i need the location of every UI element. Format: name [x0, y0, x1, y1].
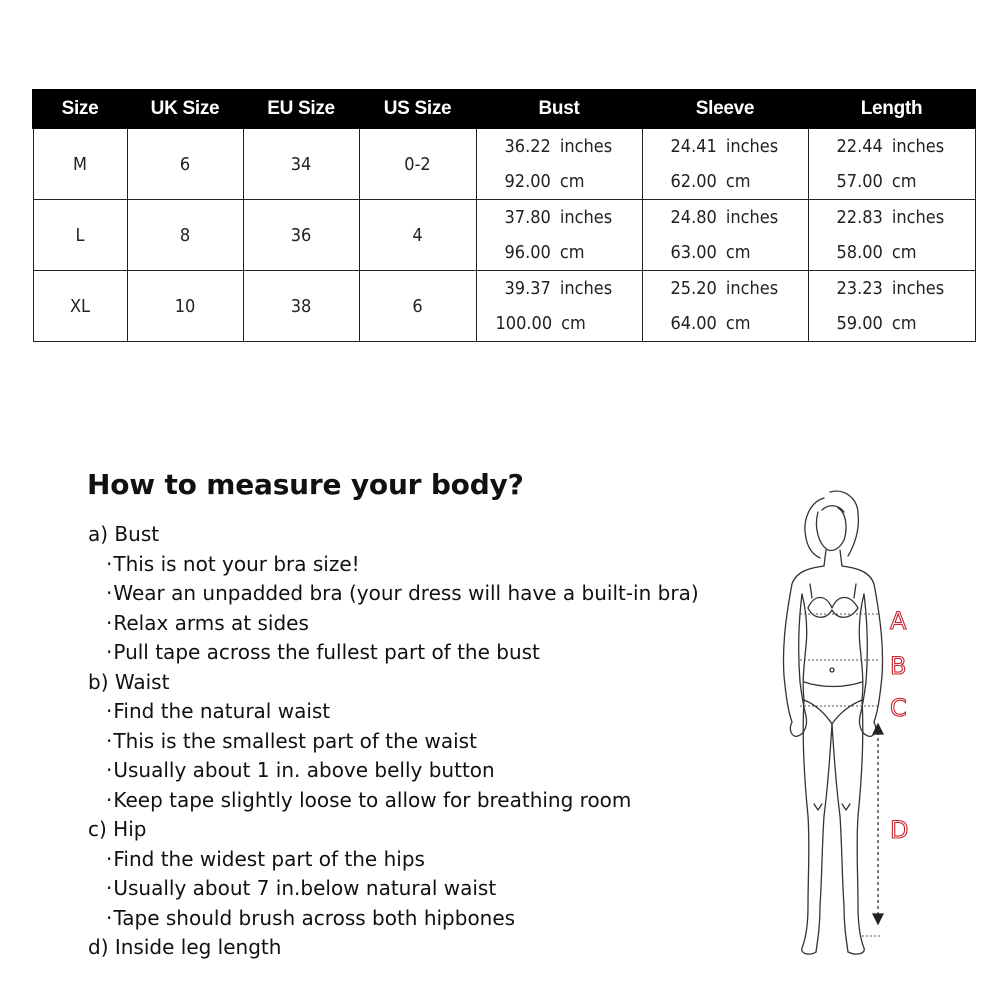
cm-unit: cm	[725, 313, 751, 334]
header-uk-size: UK Size	[127, 90, 243, 128]
inches-unit: inches	[891, 136, 945, 157]
tip-item: · Usually about 1 in. above belly button	[88, 756, 699, 786]
tip-item: · This is the smallest part of the waist	[88, 727, 699, 757]
header-size: Size	[33, 90, 127, 128]
sleeve-cell	[642, 200, 808, 271]
sleeve-cell	[642, 271, 808, 342]
sleeve-inches-value: 25.20	[670, 278, 717, 299]
section-heading-inside-leg: d) Inside leg length	[88, 935, 282, 959]
cm-unit: cm	[559, 171, 585, 192]
inches-unit: inches	[725, 278, 779, 299]
length-cell	[808, 200, 975, 271]
cm-unit: cm	[725, 171, 751, 192]
label-d: D	[890, 816, 909, 844]
cm-unit: cm	[891, 242, 917, 263]
bust-inches-value: 39.37	[504, 278, 551, 299]
eu-size-cell: 38	[243, 271, 359, 342]
header-bust: Bust	[476, 90, 642, 128]
bust-inches-value: 36.22	[504, 136, 551, 157]
tip-item: · Relax arms at sides	[88, 609, 699, 639]
label-b: B	[890, 652, 907, 680]
body-measurement-figure	[762, 486, 932, 966]
sleeve-cm-value: 64.00	[670, 313, 717, 334]
table-row	[33, 200, 975, 271]
table-row	[33, 128, 975, 200]
length-cell	[808, 271, 975, 342]
length-cm-value: 57.00	[836, 171, 883, 192]
size-cell: XL	[33, 271, 127, 342]
cm-unit: cm	[725, 242, 751, 263]
header-length: Length	[808, 90, 975, 128]
us-size-cell: 6	[359, 271, 476, 342]
header-us-size: US Size	[359, 90, 476, 128]
inches-unit: inches	[559, 136, 613, 157]
inches-unit: inches	[725, 136, 779, 157]
sleeve-inches-value: 24.41	[670, 136, 717, 157]
eu-size-cell: 34	[243, 128, 359, 200]
uk-size-cell: 6	[127, 128, 243, 200]
uk-size-cell: 10	[127, 271, 243, 342]
inches-unit: inches	[891, 207, 945, 228]
section-heading-waist: b) Waist	[88, 669, 170, 694]
inches-unit: inches	[559, 207, 613, 228]
size-chart-header	[33, 90, 975, 128]
bust-cell	[476, 271, 642, 342]
cm-unit: cm	[891, 313, 917, 334]
length-cell	[808, 128, 975, 200]
us-size-cell: 0-2	[359, 128, 476, 200]
bust-cell	[476, 200, 642, 271]
bust-cell	[476, 128, 642, 200]
measurement-guides	[800, 614, 882, 936]
eu-size-cell: 36	[243, 200, 359, 271]
bust-cm-value: 92.00	[504, 171, 551, 192]
tip-item: · Usually about 7 in.below natural waist	[88, 874, 699, 904]
table-row	[33, 271, 975, 342]
uk-size-cell: 8	[127, 200, 243, 271]
size-cell: M	[33, 128, 127, 200]
sleeve-cell	[642, 128, 808, 200]
bust-cm-value: 96.00	[504, 242, 551, 263]
tip-item: · Find the natural waist	[88, 697, 699, 727]
cm-unit: cm	[559, 242, 585, 263]
sleeve-cm-value: 63.00	[670, 242, 717, 263]
sleeve-inches-value: 24.80	[670, 207, 717, 228]
tip-item: · Tape should brush across both hipbones	[88, 904, 699, 934]
size-cell: L	[33, 200, 127, 271]
tip-item: · Keep tape slightly loose to allow for breathing room	[88, 786, 699, 816]
tip-item: · Wear an unpadded bra (your dress will have a built-in bra)	[88, 579, 699, 609]
tip-item: · Find the widest part of the hips	[88, 845, 699, 875]
cm-unit: cm	[561, 313, 586, 334]
inches-unit: inches	[891, 278, 945, 299]
measure-guide-list	[88, 520, 699, 963]
length-inches-value: 23.23	[836, 278, 883, 299]
inches-unit: inches	[559, 278, 613, 299]
bust-inches-value: 37.80	[504, 207, 551, 228]
us-size-cell: 4	[359, 200, 476, 271]
tip-item: · This is not your bra size!	[88, 550, 699, 580]
section-heading-bust: a) Bust	[88, 522, 160, 546]
body-outline-illustration	[762, 486, 932, 966]
header-sleeve: Sleeve	[642, 90, 808, 128]
length-inches-value: 22.83	[836, 207, 883, 228]
size-chart-table	[32, 89, 976, 342]
sleeve-cm-value: 62.00	[670, 171, 717, 192]
length-cm-value: 58.00	[836, 242, 883, 263]
guide-title: How to measure your body?	[87, 468, 524, 501]
label-c: C	[890, 694, 907, 722]
section-heading-hip: c) Hip	[88, 817, 147, 841]
header-row	[33, 90, 975, 128]
inches-unit: inches	[725, 207, 779, 228]
body-outline	[783, 491, 882, 954]
bust-cm-value: 100.00	[495, 313, 553, 334]
header-eu-size: EU Size	[243, 90, 359, 128]
label-a: A	[890, 607, 907, 635]
length-cm-value: 59.00	[836, 313, 883, 334]
tip-item: · Pull tape across the fullest part of the bust	[88, 638, 699, 668]
inside-leg-arrow	[873, 724, 883, 924]
measurement-labels	[890, 607, 908, 844]
length-inches-value: 22.44	[836, 136, 883, 157]
cm-unit: cm	[891, 171, 917, 192]
